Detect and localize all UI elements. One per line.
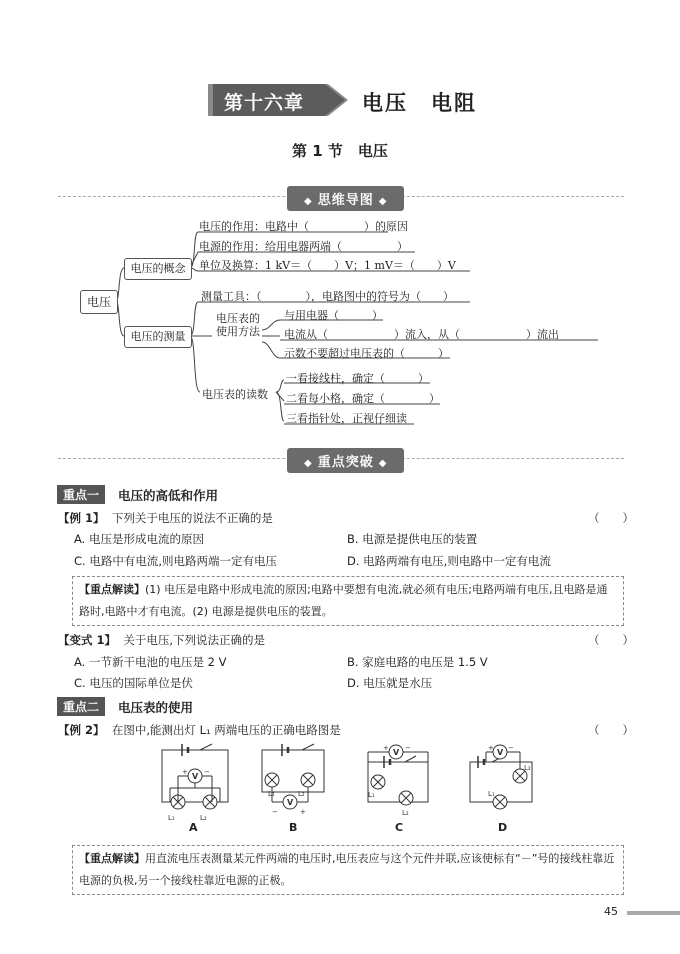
circuit-label-c: C bbox=[395, 821, 404, 834]
mindmap-reading-label: 电压表的读数 bbox=[202, 388, 268, 401]
circuit-b-lamp2: L₂ bbox=[298, 790, 305, 798]
example1-stem: 【例 1】 下列关于电压的说法不正确的是 bbox=[58, 511, 273, 525]
circuit-d-plus: + bbox=[488, 744, 494, 752]
circuit-diagrams bbox=[0, 740, 680, 840]
circuit-b-lamp1: L₁ bbox=[268, 790, 275, 798]
circuit-d-lamp2: L₂ bbox=[524, 764, 531, 772]
circuit-c-meter: V bbox=[393, 748, 400, 757]
variant1-answer-paren: （ ） bbox=[588, 633, 634, 647]
variant1-option-b: B. 家庭电路的电压是 1.5 V bbox=[347, 655, 488, 669]
point2-title: 电压表的使用 bbox=[118, 700, 194, 715]
mindmap-node-concept: 电压的概念 bbox=[124, 258, 192, 280]
circuit-d-minus: − bbox=[508, 744, 514, 752]
circuit-a-plus: + bbox=[182, 768, 188, 776]
circuit-d-lamp1: L₁ bbox=[488, 790, 495, 798]
mindmap-usage-label: 电压表的 使用方法 bbox=[216, 312, 260, 338]
circuit-b-meter: V bbox=[287, 798, 294, 807]
mindmap-usage-item: 示数不要超过电压表的（ ） bbox=[284, 347, 449, 360]
circuit-c-plus: + bbox=[383, 744, 389, 752]
circuit-label-d: D bbox=[498, 821, 508, 834]
point2-note: 【重点解读】用直流电压表测量某元件两端的电压时,电压表应与这个元件并联,应该使标有“－”号的接线柱靠近电源的负极,另一个接线柱靠近电源的正极。 bbox=[72, 845, 624, 895]
page-number: 45 bbox=[604, 905, 618, 918]
breakthrough-label: ◆ 重点突破 ◆ bbox=[287, 448, 404, 473]
circuit-c-lamp1: L₁ bbox=[368, 791, 375, 799]
page-number-bar bbox=[627, 911, 680, 915]
example1-answer-paren: （ ） bbox=[588, 511, 634, 525]
circuit-label-a: A bbox=[189, 821, 198, 834]
chapter-number: 第十六章 bbox=[224, 92, 305, 114]
circuit-a-lamp1: L₁ bbox=[168, 814, 175, 822]
circuit-b-minus: − bbox=[272, 808, 278, 816]
variant1-option-d: D. 电压就是水压 bbox=[347, 676, 433, 690]
mindmap-concept-item: 单位及换算：1 kV＝（ ）V；1 mV＝（ ）V bbox=[199, 259, 456, 272]
mindmap-reading-item: 一看接线柱，确定（ ） bbox=[286, 372, 429, 385]
mindmap-usage-item: 与用电器（ ） bbox=[284, 309, 383, 322]
example1-option-a: A. 电压是形成电流的原因 bbox=[74, 532, 204, 546]
point1-note: 【重点解读】(1) 电压是电路中形成电流的原因;电路中要想有电流,就必须有电压;电路两端有电压,且电路是通路时,电路中才有电流。(2) 电源是提供电压的装置。 bbox=[72, 576, 624, 626]
variant1-option-c: C. 电压的国际单位是伏 bbox=[74, 676, 193, 690]
circuit-label-b: B bbox=[289, 821, 298, 834]
mindmap-concept-item: 电压的作用：电路中（ ）的原因 bbox=[199, 220, 408, 233]
point1-title: 电压的高低和作用 bbox=[118, 488, 219, 503]
variant1-stem: 【变式 1】 关于电压,下列说法正确的是 bbox=[58, 633, 265, 647]
circuit-c-minus: − bbox=[405, 744, 411, 752]
mindmap-root: 电压 bbox=[80, 290, 118, 314]
example1-option-d: D. 电路两端有电压,则电路中一定有电流 bbox=[347, 554, 551, 568]
variant1-option-a: A. 一节新干电池的电压是 2 V bbox=[74, 655, 227, 669]
example2-answer-paren: （ ） bbox=[588, 723, 634, 737]
circuit-b-plus: + bbox=[300, 808, 306, 816]
circuit-a-meter: V bbox=[192, 772, 199, 781]
mindmap-reading-item: 二看每小格，确定（ ） bbox=[286, 392, 440, 405]
mindmap-tool: 测量工具：（ ），电路图中的符号为（ ） bbox=[201, 290, 454, 303]
mindmap-usage-item: 电流从（ ）流入，从（ ）流出 bbox=[284, 328, 559, 341]
circuit-c-lamp2: L₂ bbox=[402, 809, 409, 817]
mindmap-node-measure: 电压的测量 bbox=[124, 326, 192, 348]
point1-tag: 重点一 bbox=[57, 485, 105, 504]
chapter-title: 电压 电阻 bbox=[362, 91, 477, 115]
circuit-a-lamp2: L₂ bbox=[200, 814, 207, 822]
section-title: 第 1 节 电压 bbox=[292, 142, 388, 160]
point2-tag: 重点二 bbox=[57, 697, 105, 716]
circuit-d-meter: V bbox=[497, 748, 504, 757]
example1-option-b: B. 电源是提供电压的装置 bbox=[347, 532, 478, 546]
circuit-a-minus: − bbox=[204, 768, 210, 776]
mindmap-concept-item: 电源的作用：给用电器两端（ ） bbox=[199, 240, 408, 253]
example1-option-c: C. 电路中有电流,则电路两端一定有电压 bbox=[74, 554, 277, 568]
mindmap-reading-item: 三看指针处，正视仔细读 bbox=[286, 412, 407, 425]
mindmap-label: ◆ 思维导图 ◆ bbox=[287, 186, 404, 211]
example2-stem: 【例 2】 在图中,能测出灯 L₁ 两端电压的正确电路图是 bbox=[58, 723, 341, 737]
